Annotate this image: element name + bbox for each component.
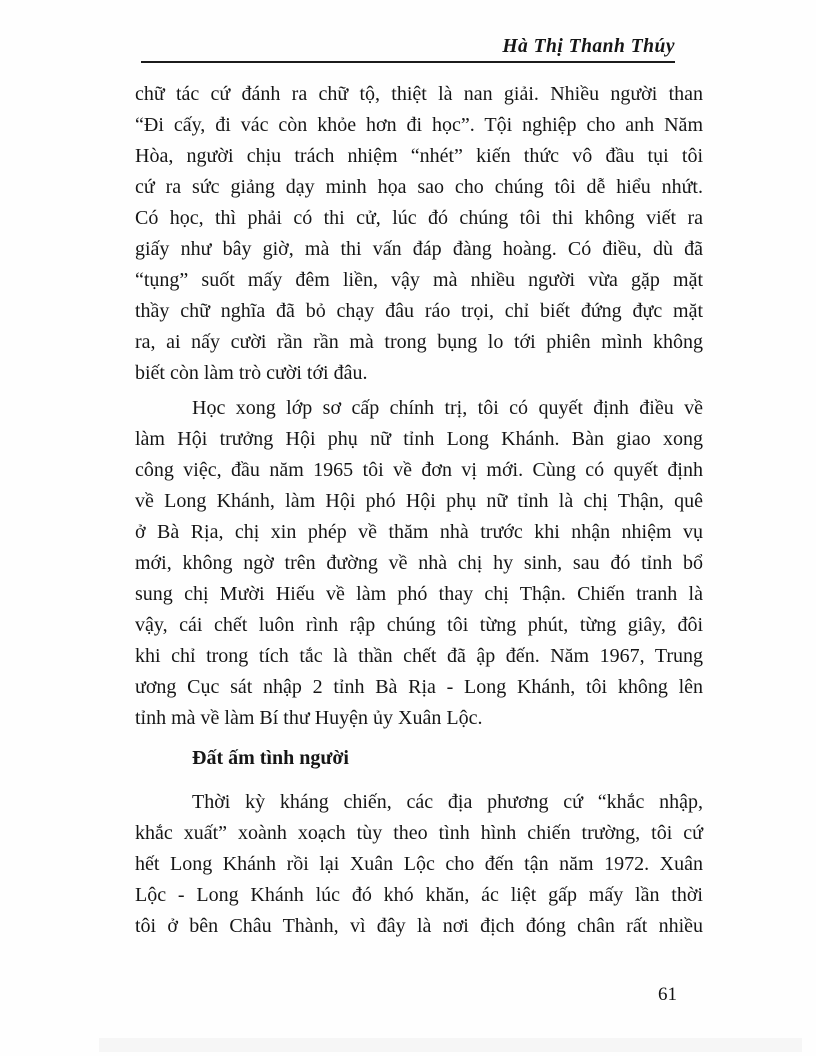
scan-edge-artifact — [99, 1038, 802, 1052]
text-line: công việc, đầu năm 1965 tôi về đơn vị mới. Cùng có quyết định — [135, 459, 703, 481]
text-line: cứ ra sức giảng dạy minh họa sao cho chúng tôi dễ hiểu nhứt. — [135, 176, 703, 198]
text-line: Lộc - Long Khánh lúc đó khó khăn, ác liệt gấp mấy lần thời — [135, 884, 703, 906]
text-line: khắc xuất” xoành xoạch tùy theo tình hình chiến trường, tôi cứ — [135, 822, 703, 844]
text-line: ương Cục sát nhập 2 tỉnh Bà Rịa - Long Khánh, tôi không lên — [135, 676, 703, 698]
text-line: về Long Khánh, làm Hội phó Hội phụ nữ tỉnh là chị Thận, quê — [135, 490, 703, 512]
text-line: chữ tác cứ đánh ra chữ tộ, thiệt là nan giải. Nhiều người than — [135, 83, 703, 105]
running-header-author: Hà Thị Thanh Thúy — [502, 36, 675, 57]
text-line: thầy chữ nghĩa đã bỏ chạy đâu ráo trọi, chỉ biết đứng đực mặt — [135, 300, 703, 322]
text-line: giấy như bây giờ, mà thi vấn đáp đàng hoàng. Có điều, dù đã — [135, 238, 703, 260]
page-number: 61 — [658, 984, 677, 1005]
running-header — [141, 36, 675, 63]
paragraph — [135, 79, 703, 389]
text-block — [135, 79, 703, 942]
text-line: “tụng” suốt mấy đêm liền, vậy mà nhiều người vừa gặp mặt — [135, 269, 703, 291]
paragraph — [135, 393, 703, 734]
text-line: ra, ai nấy cười rần rần mà trong bụng lo tới phiên mình không — [135, 331, 703, 353]
text-line: sung chị Mười Hiếu về làm phó thay chị Thận. Chiến tranh là — [135, 583, 703, 605]
text-line: khi chỉ trong tích tắc là thần chết đã ập đến. Năm 1967, Trung — [135, 645, 703, 667]
text-line: ở Bà Rịa, chị xin phép về thăm nhà trước khi nhận nhiệm vụ — [135, 521, 703, 543]
section-heading: Đất ấm tình người — [192, 747, 349, 769]
text-line: Thời kỳ kháng chiến, các địa phương cứ “khắc nhập, — [192, 791, 703, 813]
text-line: hết Long Khánh rồi lại Xuân Lộc cho đến tận năm 1972. Xuân — [135, 853, 703, 875]
text-line: Có học, thì phải có thi cử, lúc đó chúng tôi thi không viết ra — [135, 207, 703, 229]
paragraph — [135, 787, 703, 942]
text-line: tôi ở bên Châu Thành, vì đây là nơi địch đóng chân rất nhiều — [135, 915, 703, 937]
text-line: Hòa, người chịu trách nhiệm “nhét” kiến thức vô đầu tụi tôi — [135, 145, 703, 167]
text-line: mới, không ngờ trên đường về nhà chị hy sinh, sau đó tỉnh bổ — [135, 552, 703, 574]
text-line: biết còn làm trò cười tới đâu. — [135, 362, 368, 384]
text-line: vậy, cái chết luôn rình rập chúng tôi từng phút, từng giây, đôi — [135, 614, 703, 636]
text-line: tỉnh mà về làm Bí thư Huyện ủy Xuân Lộc. — [135, 707, 483, 729]
text-line: “Đi cấy, đi vác còn khỏe hơn đi học”. Tội nghiệp cho anh Năm — [135, 114, 703, 136]
text-line: Học xong lớp sơ cấp chính trị, tôi có quyết định điều về — [192, 397, 703, 419]
text-line: làm Hội trưởng Hội phụ nữ tỉnh Long Khánh. Bàn giao xong — [135, 428, 703, 450]
